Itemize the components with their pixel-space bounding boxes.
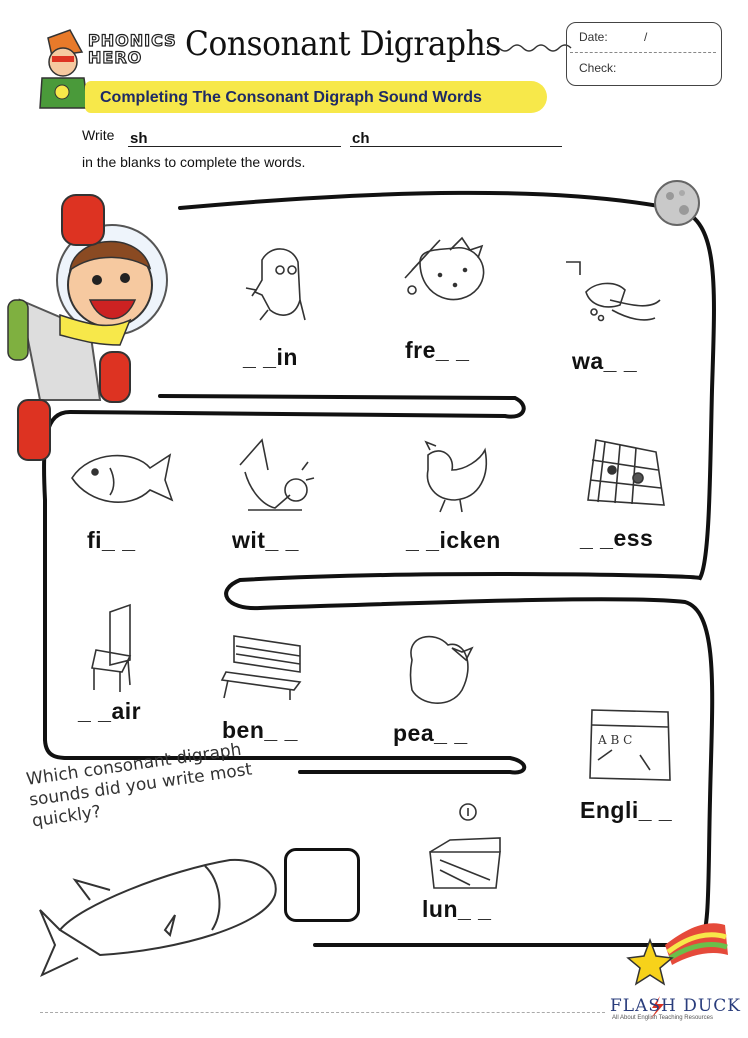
digraph-sh-line — [128, 146, 341, 147]
word-lunch: lun_ _ — [422, 896, 492, 922]
lunch-icon — [430, 804, 500, 888]
logo-line-2: HERO — [88, 48, 143, 67]
logo-line-1: PHONICS — [88, 31, 177, 50]
phonics-hero-mascot-icon — [40, 30, 88, 108]
rocket-icon — [40, 860, 276, 975]
word-wash: wa_ _ — [572, 348, 638, 374]
answer-box[interactable] — [284, 848, 360, 922]
fish-icon — [72, 455, 172, 502]
shooting-star-icon — [628, 923, 728, 984]
chin-icon — [246, 249, 305, 320]
peach-icon — [411, 637, 473, 704]
date-separator: / — [644, 30, 648, 44]
digraph-ch-line — [350, 146, 562, 147]
word-bench: ben_ _ — [222, 717, 298, 743]
flashduck-tagline: All About English Teaching Resources — [612, 1015, 713, 1021]
digraph-ch: ch — [352, 130, 370, 147]
question-text: Which consonant digraph sounds did you write most quickly? — [25, 739, 254, 832]
page-title: Consonant Digraphs — [185, 24, 501, 64]
chicken-icon — [426, 442, 486, 512]
washing-hands-icon — [566, 262, 660, 321]
strawberry-icon — [405, 238, 484, 300]
word-witch: wit_ _ — [232, 527, 299, 553]
word-fish: fi_ _ — [87, 527, 136, 553]
date-label: Date: — [579, 30, 608, 44]
digraph-sh: sh — [130, 130, 148, 147]
word-chess: _ _ess — [580, 525, 654, 551]
astronaut-kid-icon — [8, 195, 167, 460]
subtitle-banner-text: Completing The Consonant Digraph Sound Words — [100, 89, 482, 106]
instruction-text: in the blanks to complete the words. — [82, 154, 306, 170]
word-chair: _ _air — [78, 698, 142, 724]
moon-icon — [655, 181, 699, 225]
write-label: Write — [82, 127, 115, 143]
chess-icon — [588, 440, 664, 505]
svg-text:A B C: A B C — [598, 733, 633, 747]
logo-text — [88, 32, 177, 66]
chair-icon — [92, 605, 130, 692]
word-french: fre_ _ — [405, 337, 470, 363]
english-book-icon — [590, 710, 670, 780]
word-chicken: _ _icken — [406, 527, 501, 553]
check-label: Check: — [579, 61, 617, 75]
bench-icon — [222, 636, 300, 700]
word-english: Engli_ _ — [580, 797, 673, 823]
word-peach: pea_ _ — [393, 720, 468, 746]
date-box-divider — [570, 52, 716, 53]
word-chin: _ _in — [243, 344, 298, 370]
flashduck-logo: FLASH DUCK — [610, 996, 741, 1016]
footer-divider — [40, 1012, 605, 1013]
witch-icon — [240, 440, 314, 510]
